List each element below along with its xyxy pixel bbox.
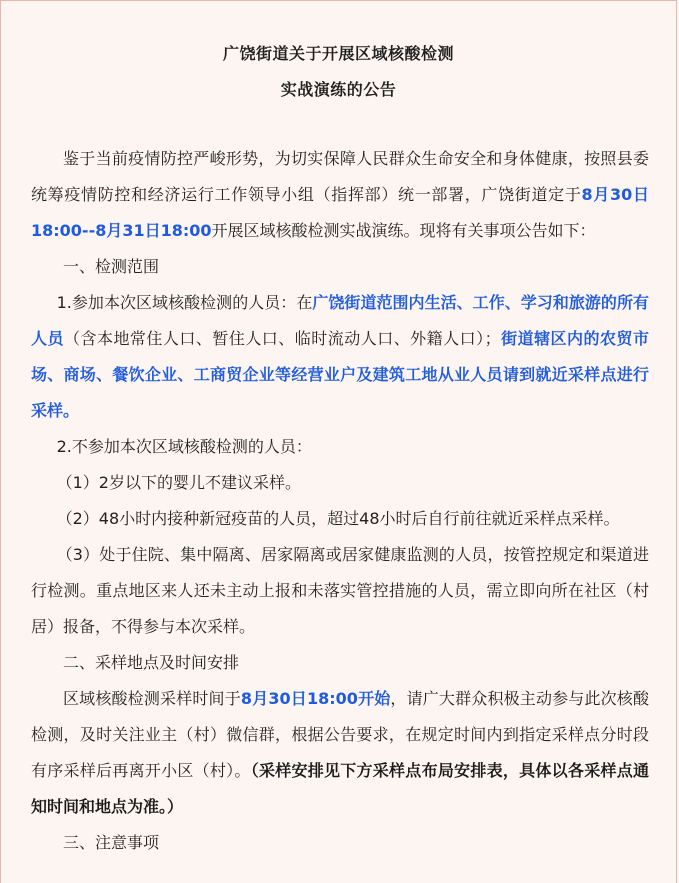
intro-text-a: 鉴于当前疫情防控严峻形势，为切实保障人民群众生命安全和身体健康，按照县委统筹疫情防控和经济运行工作领导小组（指挥部）统一部署，广饶街道定于 xyxy=(31,149,649,204)
item-1-businesses: 街道辖区内的农贸市场、商场、餐饮企业、工商贸企业等经营业户及建筑工地从业人员请到就近采样点进行采样。 xyxy=(31,329,649,420)
item-1-text-c: （含本地常住人口、暂住人口、临时流动人口、外籍人口）； xyxy=(63,329,501,348)
title-line-2: 实战演练的公告 xyxy=(280,80,397,99)
section-2-heading: 二、采样地点及时间安排 xyxy=(63,653,240,672)
schedule-text-a: 区域核酸检测采样时间于 xyxy=(63,689,241,708)
schedule-text-c: ，请广大群众积极主动参与此次核酸检测，及时关注业主（村）微信群，根据公告要求，在规定时间内到指定采样点分时段有序采样后再离开小区（村）。 xyxy=(31,689,649,780)
schedule-paragraph xyxy=(31,681,649,825)
exercise-period: 8月30日18:00--8月31日18:00 xyxy=(31,185,649,240)
title-line-1: 广饶街道关于开展区域核酸检测 xyxy=(222,44,454,63)
section-3-heading: 三、注意事项 xyxy=(63,833,160,852)
intro-text-c: 开展区域核酸检测实战演练。现将有关事项公告如下： xyxy=(211,221,596,240)
schedule-note: （采样安排见下方采样点布局安排表，具体以各采样点通知时间和地点为准。） xyxy=(31,761,649,816)
section-1-heading: 一、检测范围 xyxy=(63,257,160,276)
item-2-paragraph: 2.不参加本次区域核酸检测的人员： xyxy=(56,437,312,456)
item-1-scope: 广饶街道范围内生活、工作、学习和旅游的所有人员 xyxy=(31,293,649,348)
sub-item-3: （3）处于住院、集中隔离、居家隔离或居家健康监测的人员，按管控规定和渠道进行检测。重点地区来人还未主动上报和未落实管控措施的人员，需立即向所在社区（村居）报备，不得参与本次采样。 xyxy=(31,545,649,636)
item-1-text-a: 1.参加本次区域核酸检测的人员：在 xyxy=(56,293,313,312)
intro-paragraph xyxy=(31,141,649,249)
announcement-body xyxy=(31,141,649,861)
item-1-paragraph xyxy=(31,285,649,429)
schedule-start-time: 8月30日18:00开始 xyxy=(240,689,391,708)
sub-item-1: （1）2岁以下的婴儿不建议采样。 xyxy=(56,473,301,492)
sub-item-2: （2）48小时内接种新冠疫苗的人员，超过48小时后自行前往就近采样点采样。 xyxy=(56,509,620,528)
